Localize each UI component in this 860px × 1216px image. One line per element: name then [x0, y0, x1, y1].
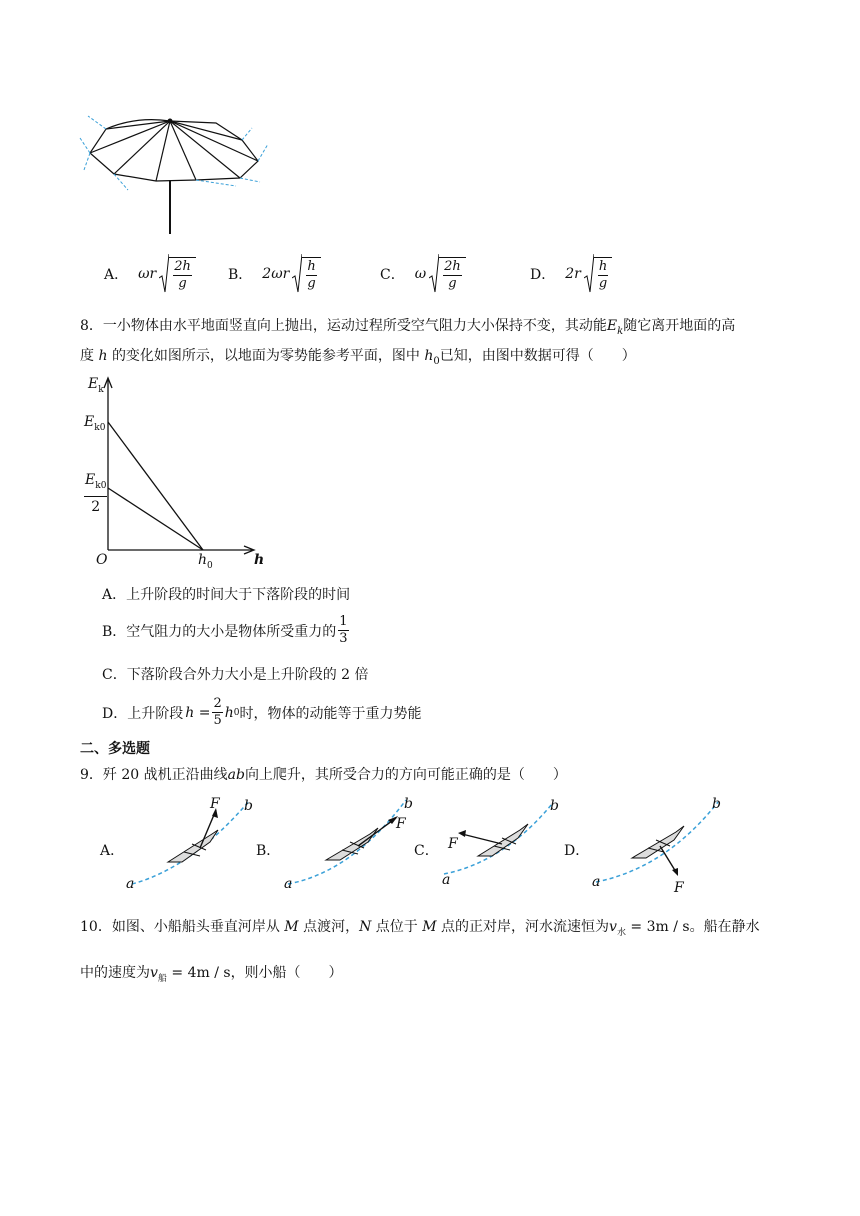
sqrt-icon: $\frac{2h}{g}$	[429, 254, 466, 294]
q8-choice-a[interactable]: A．上升阶段的时间大于下落阶段的时间	[102, 587, 351, 603]
q10-stem-line2: 中的速度为$v_船 = 4m / s$，则小船（ ）	[80, 965, 343, 984]
q7-option-c[interactable]: C． ω $\frac{2h}{g}$	[380, 254, 466, 294]
q8-stem-line2: 度 h 的变化如图所示，以地面为零势能参考平面，图中 $h_0$已知，由图中数据可得（ ）	[80, 348, 636, 367]
q8-choice-c[interactable]: C．下落阶段合外力大小是上升阶段的 2 倍	[102, 667, 369, 683]
sqrt-icon: $\frac{h}{g}$	[292, 254, 320, 294]
graph-tick-ek0: $E_{k0}$	[84, 414, 106, 433]
graph-y-axis-label: $E_k$	[88, 376, 104, 395]
graph-x-tick-h0: $h_0$	[198, 552, 213, 571]
sqrt-icon: $\frac{h}{g}$	[584, 254, 612, 294]
umbrella-figure	[76, 108, 272, 240]
jet-icon	[632, 826, 684, 858]
graph-tick-ek0-half: $\frac{E_{k0}}{2}$	[85, 472, 107, 515]
q9-option-d[interactable]: D． F b a	[564, 796, 721, 896]
q7-option-b[interactable]: B． 2ωr $\frac{h}{g}$	[228, 254, 321, 294]
q7-option-d[interactable]: D． 2r $\frac{h}{g}$	[530, 254, 612, 294]
q9-stem: 9．歼 20 战机正沿曲线ab向上爬升，其所受合力的方向可能正确的是（ ）	[80, 767, 567, 783]
q7-option-a[interactable]: A． ωr $\frac{2h}{g}$	[104, 254, 196, 294]
q8-choice-d[interactable]: D．上升阶段 h = $\frac{2}{5}$ h 0 时，物体的动能等于重力势能	[102, 696, 422, 728]
q9-option-c[interactable]: C． F b a	[414, 796, 564, 896]
graph-origin: O	[96, 552, 108, 568]
q8-choice-b[interactable]: B．空气阻力的大小是物体所受重力的 $\frac{1}{3}$	[102, 614, 348, 646]
jet-curve-figure	[122, 796, 252, 896]
sqrt-icon: $\frac{2h}{g}$	[159, 254, 196, 294]
q10-stem-line1: 10．如图、小船船头垂直河岸从 M 点渡河，N 点位于 M 点的正对岸，河水流速恒为$v_水 = 3m / s$。船在静水	[80, 919, 760, 938]
q9-option-b[interactable]: B． F b a	[256, 796, 416, 896]
q9-option-a[interactable]: A． F b a	[100, 796, 250, 896]
jet-curve-figure	[590, 796, 720, 896]
q8-stem-line1: 8．一小物体由水平地面竖直向上抛出，运动过程所受空气阻力大小保持不变，其动能$E_k$随它离开地面的高	[80, 318, 736, 337]
section-title-multi-choice: 二、多选题	[80, 741, 150, 757]
jet-icon	[168, 830, 218, 862]
graph-x-axis-label: h	[254, 552, 265, 568]
jet-curve-figure	[282, 796, 412, 896]
